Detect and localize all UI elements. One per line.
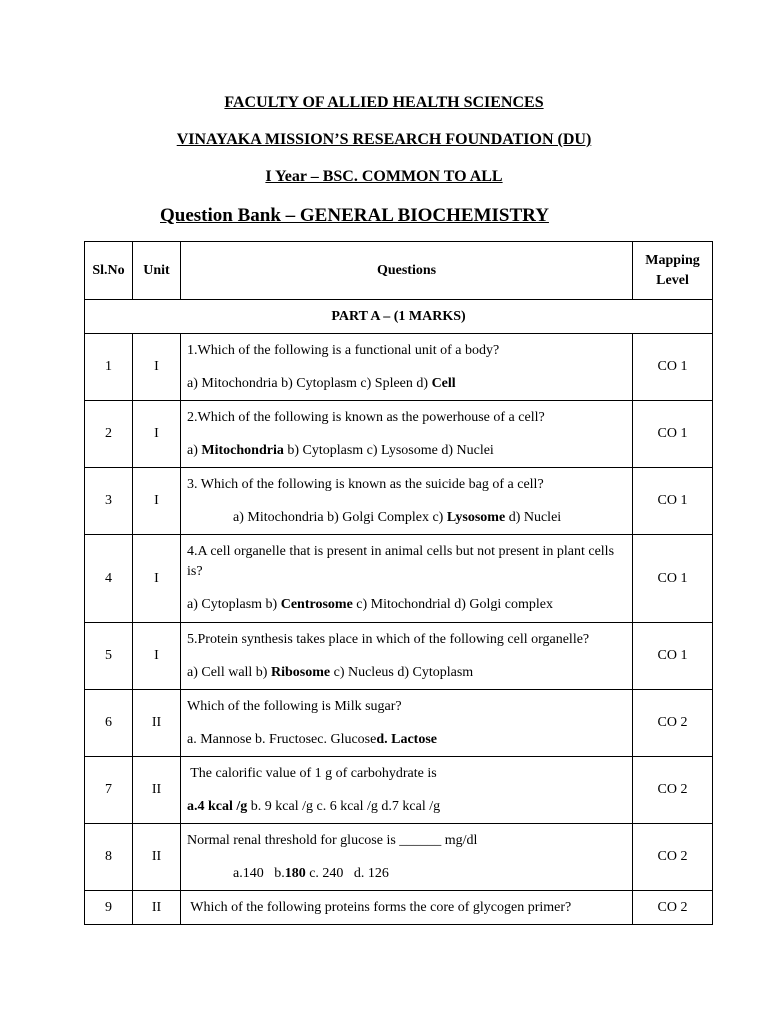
question-text: The calorific value of 1 g of carbohydrate is xyxy=(187,765,437,781)
options-part: a) Mitochondria b) Cytoplasm c) Spleen d) xyxy=(187,375,432,391)
options-text xyxy=(187,864,626,884)
section-title: PART A – (1 MARKS) xyxy=(85,300,713,334)
question-text: 1.Which of the following is a functional unit of a body? xyxy=(187,342,500,358)
section-row xyxy=(85,300,713,334)
row-slno: 6 xyxy=(85,690,133,757)
question-text: Which of the following is Milk sugar? xyxy=(187,698,402,714)
question-bank-table xyxy=(84,241,713,925)
row-question xyxy=(181,690,633,757)
col-header-mapping-level xyxy=(633,242,713,300)
table-row xyxy=(85,401,713,468)
question-text: 4.A cell organelle that is present in animal cells but not present in plant cells is? xyxy=(187,544,615,579)
row-mapping-level: CO 2 xyxy=(633,757,713,824)
row-question xyxy=(181,401,633,468)
options-part: b) Cytoplasm c) Lysosome d) Nuclei xyxy=(283,442,494,458)
row-unit: II xyxy=(133,824,181,891)
options-text xyxy=(187,797,626,817)
table-row xyxy=(85,824,713,891)
row-unit: I xyxy=(133,401,181,468)
row-question xyxy=(181,535,633,623)
question-text: Which of the following proteins forms the core of glycogen primer? xyxy=(187,899,572,915)
table-row xyxy=(85,891,713,925)
row-question xyxy=(181,757,633,824)
institution-heading: VINAYAKA MISSION’S RESEARCH FOUNDATION (DU) xyxy=(176,131,592,148)
row-unit: II xyxy=(133,690,181,757)
table-row xyxy=(85,535,713,623)
row-slno: 8 xyxy=(85,824,133,891)
correct-answer: Lysosome xyxy=(446,509,506,525)
row-mapping-level: CO 1 xyxy=(633,535,713,623)
question-text: 3. Which of the following is known as the suicide bag of a cell? xyxy=(187,476,544,492)
options-part: a) Mitochondria b) Golgi Complex c) xyxy=(233,509,447,525)
question-bank-title: Question Bank – GENERAL BIOCHEMISTRY xyxy=(160,205,549,226)
row-question xyxy=(181,468,633,535)
mapping-label: Mapping xyxy=(645,252,700,268)
row-unit: II xyxy=(133,891,181,925)
options-part: a. Mannose b. Fructosec. Glucose xyxy=(187,731,377,747)
options-part: b. 9 kcal /g c. 6 kcal /g d.7 kcal /g xyxy=(247,798,441,814)
row-unit: II xyxy=(133,757,181,824)
options-text xyxy=(187,730,626,750)
table-header-row xyxy=(85,242,713,300)
row-slno: 3 xyxy=(85,468,133,535)
correct-answer: Ribosome xyxy=(270,664,331,680)
col-header-questions: Questions xyxy=(181,242,633,300)
row-unit: I xyxy=(133,623,181,690)
options-part: c) Mitochondrial d) Golgi complex xyxy=(352,597,554,612)
col-header-slno: Sl.No xyxy=(85,242,133,300)
table-row xyxy=(85,334,713,401)
correct-answer: a.4 kcal /g xyxy=(187,798,248,814)
row-mapping-level: CO 1 xyxy=(633,334,713,401)
options-part: d) Nuclei xyxy=(505,509,562,525)
row-mapping-level: CO 1 xyxy=(633,468,713,535)
table-row xyxy=(85,468,713,535)
table-row xyxy=(85,757,713,824)
row-slno: 9 xyxy=(85,891,133,925)
options-text xyxy=(187,374,626,394)
row-mapping-level: CO 2 xyxy=(633,891,713,925)
options-text xyxy=(187,663,626,683)
options-text xyxy=(187,441,626,461)
question-text: 5.Protein synthesis takes place in which of the following cell organelle? xyxy=(187,631,590,647)
row-slno: 1 xyxy=(85,334,133,401)
row-mapping-level: CO 1 xyxy=(633,401,713,468)
row-slno: 2 xyxy=(85,401,133,468)
course-heading: I Year – BSC. COMMON TO ALL xyxy=(265,168,503,185)
row-mapping-level: CO 2 xyxy=(633,824,713,891)
correct-answer: Mitochondria xyxy=(201,442,284,458)
row-slno: 4 xyxy=(85,535,133,623)
row-slno: 5 xyxy=(85,623,133,690)
row-mapping-level: CO 2 xyxy=(633,690,713,757)
options-part: c. 240 d. 126 xyxy=(305,865,389,881)
question-text: Normal renal threshold for glucose is ______ mg/dl xyxy=(187,832,478,848)
row-question xyxy=(181,824,633,891)
options-part: a.140 b. xyxy=(233,865,285,881)
table-row xyxy=(85,623,713,690)
row-unit: I xyxy=(133,334,181,401)
options-part: a) Cytoplasm b) xyxy=(187,597,281,612)
row-slno: 7 xyxy=(85,757,133,824)
correct-answer: Cell xyxy=(431,375,456,391)
row-question xyxy=(181,623,633,690)
faculty-heading: FACULTY OF ALLIED HEALTH SCIENCES xyxy=(224,94,544,111)
options-part: c) Nucleus d) Cytoplasm xyxy=(330,664,474,680)
row-unit: I xyxy=(133,468,181,535)
correct-answer: d. Lactose xyxy=(376,731,438,747)
correct-answer: Centrosome xyxy=(280,597,353,612)
row-question xyxy=(181,334,633,401)
row-mapping-level: CO 1 xyxy=(633,623,713,690)
level-label: Level xyxy=(656,272,689,288)
row-question xyxy=(181,891,633,925)
row-unit: I xyxy=(133,535,181,623)
options-part: a) xyxy=(187,442,202,458)
options-text xyxy=(187,595,626,615)
options-part: a) Cell wall b) xyxy=(187,664,271,680)
options-text xyxy=(187,508,626,528)
correct-answer: 180 xyxy=(284,865,306,881)
col-header-unit: Unit xyxy=(133,242,181,300)
question-text: 2.Which of the following is known as the powerhouse of a cell? xyxy=(187,409,545,425)
table-row xyxy=(85,690,713,757)
